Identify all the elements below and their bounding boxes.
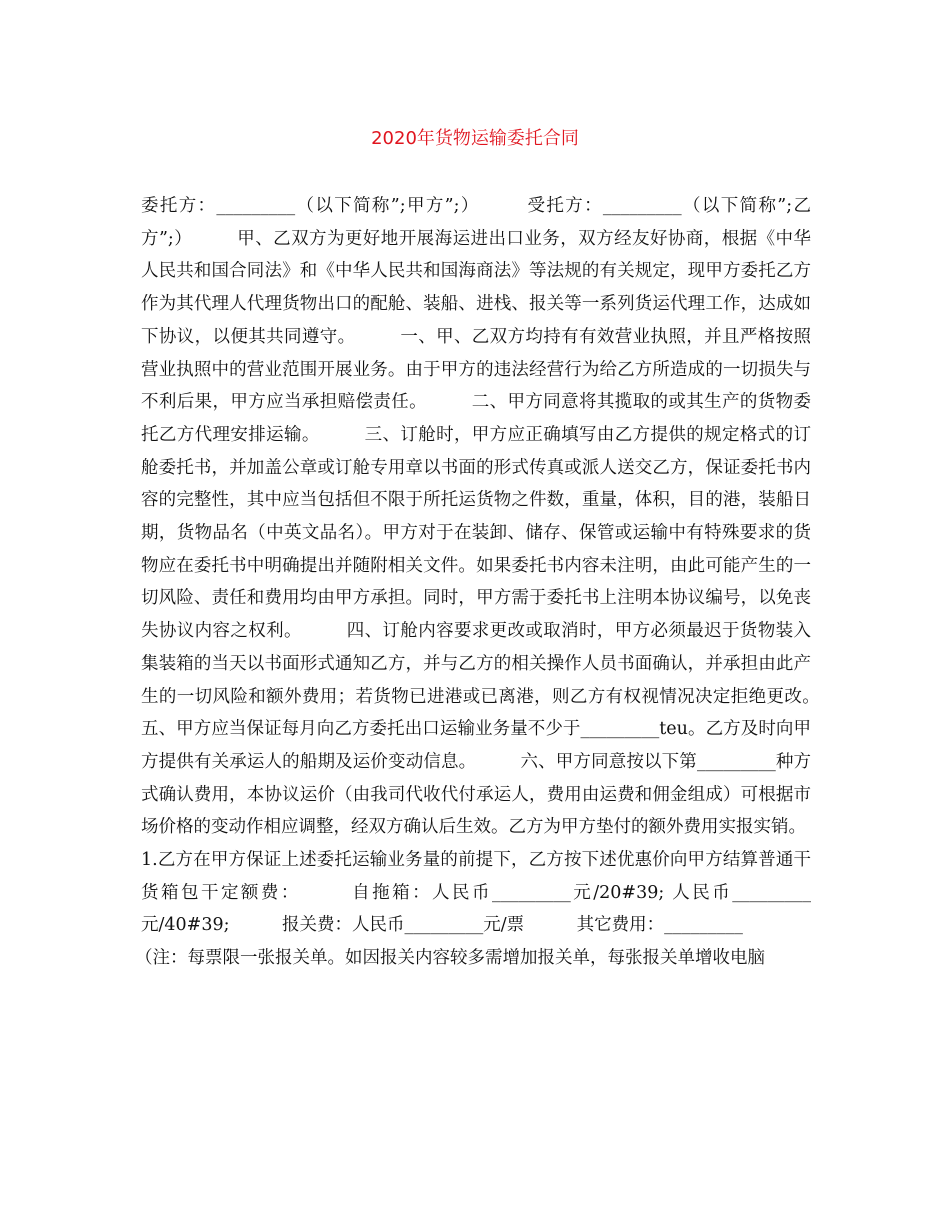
contract-body [135, 190, 864, 975]
contract-paragraph-main: 委托方：_________（以下简称”;甲方”;） 受托方：_________（以下简称”;乙方”;） 甲、乙双方为更好地开展海运进出口业务，双方经友好协商，根据《中华人民共和国合同法》和《中华人民共和国海商法》等法规的有关规定，现甲方委托乙方作为其代理人代理货物出口的配舱、装船、进栈、报关等一系列货运代理工作，达成如下协议，以便其共同遵守。 一、甲、乙双方均持有有效营业执照，并且严格按照营业执照中的营业范围开展业务。由于甲方的违法经营行为给乙方所造成的一切损失与不利后果，甲方应当承担赔偿责任。 二、甲方同意将其揽取的或其生产的货物委托乙方代理安排运输。 三、订舱时，甲方应正确填写由乙方提供的规定格式的订舱委托书，并加盖公章或订舱专用章以书面的形式传真或派人送交乙方，保证委托书内容的完整性，其中应当包括但不限于所托运货物之件数，重量，体积，目的港，装船日期，货物品名（中英文品名）。甲方对于在装卸、储存、保管或运输中有特殊要求的货物应在委托书中明确提出并随附相关文件。如果委托书内容未注明，由此可能产生的一切风险、责任和费用均由甲方承担。同时，甲方需于委托书上注明本协议编号，以免丧失协议内容之权利。 四、订舱内容要求更改或取消时，甲方必须最迟于货物装入集装箱的当天以书面形式通知乙方，并与乙方的相关操作人员书面确认，并承担由此产生的一切风险和额外费用；若货物已进港或已离港，则乙方有权视情况决定拒绝更改。 五、甲方应当保证每月向乙方委托出口运输业务量不少于_________teu。乙方及时向甲方提供有关承运人的船期及运价变动信息。 六、甲方同意按以下第_________种方式确认费用，本协议运价（由我司代收代付承运人，费用由运费和佣金组成）可根据市场价格的变动作相应调整，经双方确认后生效。乙方为甲方垫付的额外费用实报实销。 [141, 196, 864, 838]
contract-paragraph-fee: 1.乙方在甲方保证上述委托运输业务量的前提下，乙方按下述优惠价向甲方结算普通干货箱包干定额费： 自拖箱：人民币_________元/20#39; 人民币_________元/40#39; 报关费：人民币_________元/票 其它费用：_________ [141, 850, 811, 936]
document-title: 2020年货物运输委托合同 [371, 128, 579, 149]
contract-paragraph-note: （注：每票限一张报关单。如因报关内容较多需增加报关单，每张报关单增收电脑 [135, 948, 765, 969]
